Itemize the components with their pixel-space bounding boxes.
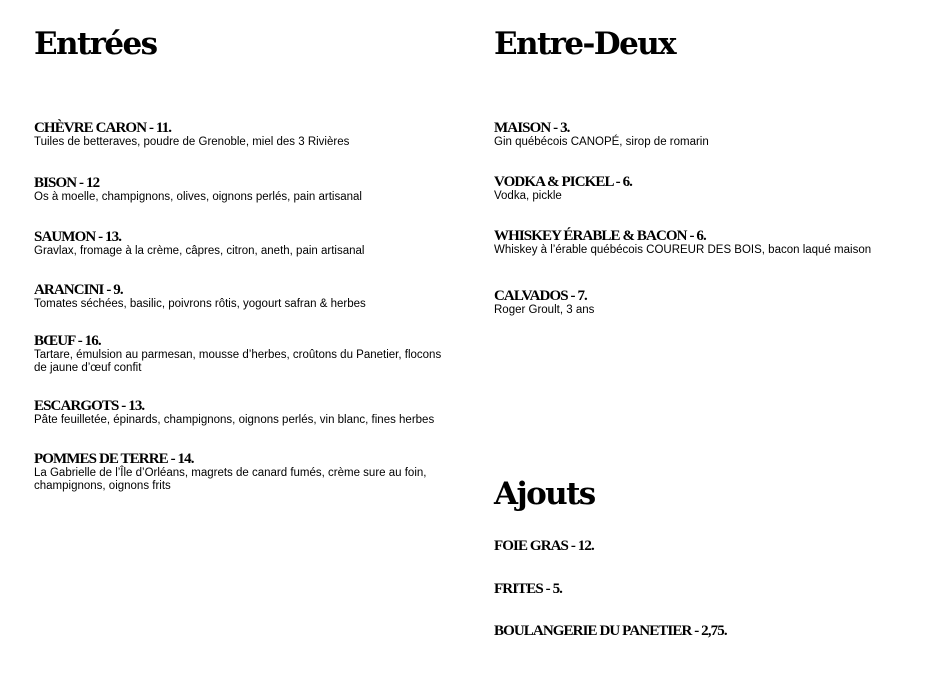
item-description: La Gabrielle de l’Île d’Orléans, magrets de canard fumés, crème sure au foin, champignons, oignons frits (34, 467, 427, 492)
menu-item (494, 538, 934, 554)
item-description: Roger Groult, 3 ans (494, 304, 595, 316)
item-description: Gin québécois CANOPÉ, sirop de romarin (494, 136, 709, 148)
item-name: BISON - 12 (34, 175, 100, 191)
item-description: Gravlax, fromage à la crème, câpres, citron, aneth, pain artisanal (34, 245, 365, 257)
entre-deux-title: Entre-Deux (494, 26, 676, 62)
item-description: Whiskey à l’érable québécois COUREUR DES BOIS, bacon laqué maison (494, 244, 872, 256)
item-description: Vodka, pickle (494, 190, 562, 202)
menu-item (34, 120, 474, 149)
item-description: Pâte feuilletée, épinards, champignons, oignons perlés, vin blanc, fines herbes (34, 414, 435, 426)
item-name: ESCARGOTS - 13. (34, 398, 145, 414)
item-name: MAISON - 3. (494, 120, 570, 136)
item-name: FOIE GRAS - 12. (494, 538, 594, 554)
menu-item (494, 174, 934, 203)
item-description: Os à moelle, champignons, olives, oignons perlés, pain artisanal (34, 191, 362, 203)
item-name: POMMES DE TERRE - 14. (34, 451, 194, 467)
menu-item (494, 288, 934, 317)
item-description: Tomates séchées, basilic, poivrons rôtis, yogourt safran & herbes (34, 298, 366, 310)
menu-item (34, 451, 474, 492)
ajouts-title: Ajouts (494, 476, 595, 512)
menu-item (494, 228, 934, 257)
item-name: ARANCINI - 9. (34, 282, 123, 298)
item-description: Tartare, émulsion au parmesan, mousse d’herbes, croûtons du Panetier, flocons de jaune d’œuf confit (34, 349, 442, 374)
item-name: BOULANGERIE DU PANETIER - 2,75. (494, 623, 727, 639)
menu-item (494, 581, 934, 597)
item-name: WHISKEY ÉRABLE & BACON - 6. (494, 228, 706, 244)
menu-item (34, 398, 474, 427)
item-name: CHÈVRE CARON - 11. (34, 120, 172, 136)
menu-item (34, 175, 474, 204)
menu-item (34, 333, 474, 374)
menu-item (494, 120, 934, 149)
item-name: VODKA & PICKEL - 6. (494, 174, 633, 190)
item-name: SAUMON - 13. (34, 229, 122, 245)
menu-item (34, 229, 474, 258)
menu-item (494, 623, 934, 639)
item-name: BŒUF - 16. (34, 333, 101, 349)
menu-item (34, 282, 474, 311)
item-description: Tuiles de betteraves, poudre de Grenoble, miel des 3 Rivières (34, 136, 350, 148)
item-name: CALVADOS - 7. (494, 288, 587, 304)
entrees-title: Entrées (34, 26, 157, 62)
item-name: FRITES - 5. (494, 581, 563, 597)
